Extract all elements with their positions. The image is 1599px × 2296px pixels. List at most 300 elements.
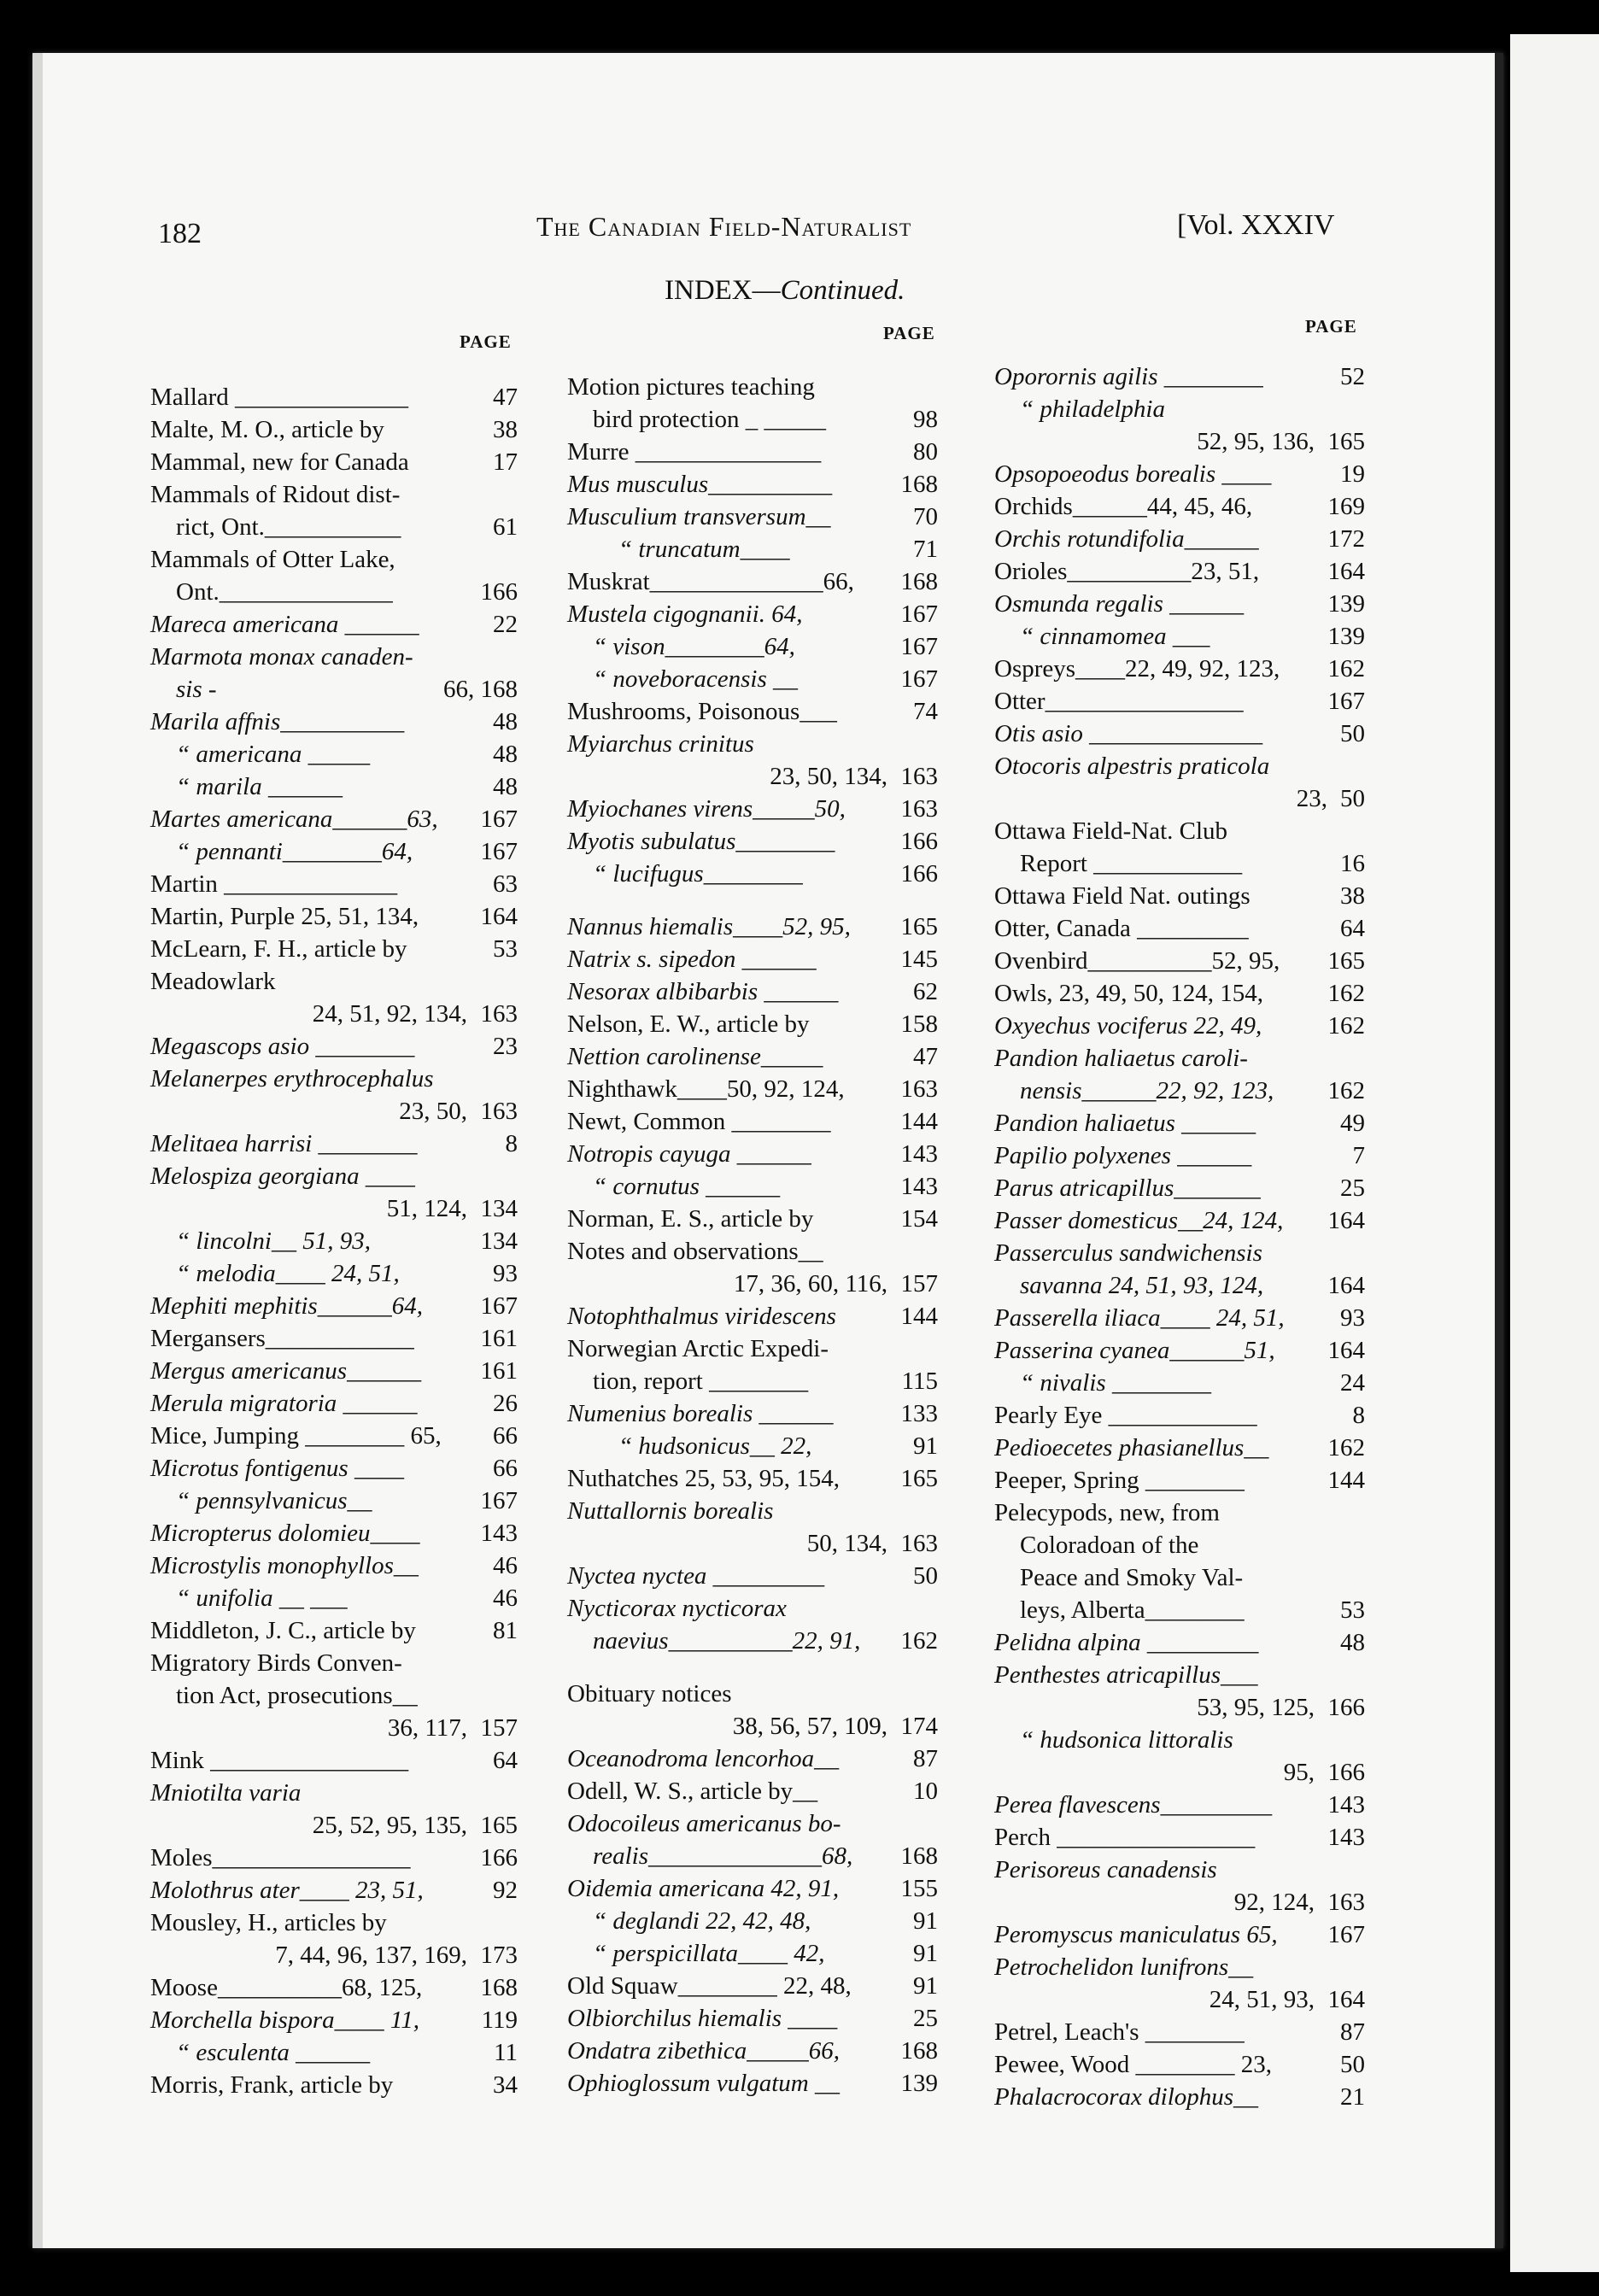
index-entry	[994, 1951, 1365, 1983]
index-entry-page: 24	[1340, 1369, 1365, 1397]
index-entry	[567, 1235, 938, 1268]
index-entry-page: 26	[493, 1390, 518, 1417]
index-entry-page: 62	[913, 978, 938, 1005]
index-entry	[567, 2002, 938, 2035]
index-entry	[567, 1008, 938, 1040]
index-entry	[567, 1625, 938, 1657]
index-entry-page: 166	[900, 860, 938, 887]
index-entry-page: 80	[913, 438, 938, 466]
index-entry-page: 167	[480, 805, 518, 833]
index-entry-term: “ philadelphia	[1020, 395, 1165, 423]
index-entry-term: Odell, W. S., article by__	[567, 1778, 818, 1805]
index-entry-page: 53	[1340, 1596, 1365, 1624]
index-entry	[150, 381, 518, 413]
index-entry-page: 166	[480, 578, 518, 606]
page-number: 182	[158, 218, 202, 249]
index-entry-term: “ truncatum____	[618, 536, 790, 563]
index-entry	[150, 543, 518, 576]
index-entry	[150, 933, 518, 965]
index-entry-term: Coloradoan of the	[1020, 1532, 1199, 1559]
index-column-2	[567, 371, 938, 2100]
index-entry	[150, 1257, 518, 1290]
index-entry-page: 174	[900, 1713, 938, 1740]
index-entry	[150, 1290, 518, 1322]
index-entry	[567, 1365, 938, 1397]
index-entry	[150, 1971, 518, 2004]
index-entry-term: “ hudsonicus__ 22,	[618, 1432, 812, 1460]
index-entry-term: Peace and Smoky Val-	[1020, 1564, 1244, 1591]
section-gap	[567, 890, 938, 911]
index-entry-term: 23,	[1296, 785, 1327, 812]
index-entry-term: Motion pictures teaching	[567, 373, 815, 401]
index-entry	[150, 1679, 518, 1712]
index-entry-page: 157	[480, 1714, 518, 1742]
index-entry	[994, 782, 1365, 815]
index-entry-term: Moles________________	[150, 1844, 411, 1871]
index-entry	[150, 1906, 518, 1939]
index-entry-page: 165	[900, 1465, 938, 1492]
index-entry	[150, 2036, 518, 2069]
index-entry-term: Otter, Canada _________	[994, 915, 1249, 942]
index-entry	[567, 501, 938, 533]
index-entry	[567, 1332, 938, 1365]
index-entry	[567, 1840, 938, 1872]
index-entry	[994, 1789, 1365, 1821]
index-entry-term: Muskrat______________66,	[567, 568, 854, 595]
index-entry-page: 21	[1340, 2083, 1365, 2111]
index-entry-page: 167	[480, 838, 518, 865]
index-entry-term: Passerella iliaca____ 24, 51,	[994, 1304, 1285, 1332]
index-entry-page: 165	[1327, 947, 1365, 975]
section-gap	[567, 1657, 938, 1678]
index-entry-term: Middleton, J. C., article by	[150, 1617, 416, 1644]
index-entry-term: Mammals of Otter Lake,	[150, 546, 395, 573]
index-entry-page: 164	[1327, 1986, 1365, 2013]
index-entry-page: 168	[900, 2037, 938, 2065]
index-entry-page: 50	[913, 1562, 938, 1590]
index-entry-page: 163	[900, 1530, 938, 1557]
index-entry-page: 139	[900, 2070, 938, 2097]
index-entry-page: 162	[1327, 980, 1365, 1007]
index-entry	[150, 2069, 518, 2101]
index-entry	[994, 1496, 1365, 1529]
index-entry-term: Martin ______________	[150, 870, 398, 898]
index-entry	[994, 1367, 1365, 1399]
index-entry-page: 91	[913, 1940, 938, 1967]
index-entry-term: Owls, 23, 49, 50, 124, 154,	[994, 980, 1263, 1007]
index-entry-term: Oceanodroma lencorhoa__	[567, 1745, 840, 1772]
index-entry	[994, 685, 1365, 718]
index-entry-term: Mallard ______________	[150, 384, 409, 411]
index-entry-term: Olbiorchilus hiemalis ____	[567, 2005, 838, 2032]
index-entry-term: Nelson, E. W., article by	[567, 1010, 810, 1038]
index-entry-term: “ marila ______	[176, 773, 343, 800]
index-entry-term: Peromyscus maniculatus 65,	[994, 1921, 1278, 1948]
index-entry	[567, 2067, 938, 2100]
index-entry-term: Malte, M. O., article by	[150, 416, 384, 443]
index-entry-term: Pedioecetes phasianellus__	[994, 1434, 1269, 1461]
index-entry	[150, 738, 518, 770]
index-entry-term: nensis______22, 92, 123,	[1020, 1077, 1274, 1104]
index-entry	[150, 1485, 518, 1517]
index-entry	[994, 718, 1365, 750]
index-entry	[150, 673, 518, 706]
index-entry-term: Ondatra zibethica_____66,	[567, 2037, 840, 2065]
index-entry	[994, 1172, 1365, 1204]
index-entry-page: 19	[1340, 460, 1365, 488]
index-entry	[994, 425, 1365, 458]
index-entry-term: 25, 52, 95, 135,	[312, 1812, 467, 1839]
index-entry-term: Mammals of Ridout dist-	[150, 481, 401, 508]
index-entry-page: 164	[1327, 1337, 1365, 1364]
index-entry-page: 173	[480, 1942, 518, 1969]
index-entry	[150, 1128, 518, 1160]
index-entry	[567, 1905, 938, 1937]
index-entry-page: 48	[493, 708, 518, 735]
index-entry	[567, 793, 938, 825]
index-entry	[567, 663, 938, 695]
index-entry-term: Megascops asio ________	[150, 1033, 415, 1060]
index-entry	[567, 1872, 938, 1905]
index-entry-page: 143	[1327, 1791, 1365, 1819]
index-entry	[994, 2081, 1365, 2113]
index-entry-term: Melitaea harrisi ________	[150, 1130, 418, 1157]
index-entry	[994, 1561, 1365, 1594]
index-entry-page: 17	[493, 448, 518, 476]
index-entry-term: Otocoris alpestris praticola	[994, 753, 1270, 780]
index-entry-page: 92	[493, 1877, 518, 1904]
index-entry-page: 47	[913, 1043, 938, 1070]
index-entry-term: Oxyechus vociferus 22, 49,	[994, 1012, 1262, 1040]
index-entry-term: Perisoreus canadensis	[994, 1856, 1217, 1883]
index-entry-term: Old Squaw________ 22, 48,	[567, 1972, 852, 2000]
index-entry-term: Mustela cigognanii. 64,	[567, 600, 803, 628]
index-entry-term: “ perspicillata____ 42,	[593, 1940, 825, 1967]
index-entry-page: 167	[900, 633, 938, 660]
index-entry	[150, 835, 518, 868]
index-entry-term: Oporornis agilis ________	[994, 363, 1263, 390]
index-entry-page: 167	[1327, 688, 1365, 715]
index-entry-page: 163	[900, 795, 938, 823]
index-entry-term: Orchids______44, 45, 46,	[994, 493, 1253, 520]
page-binding-shadow	[1495, 53, 1503, 2248]
index-entry-page: 25	[913, 2005, 938, 2032]
index-entry	[150, 1842, 518, 1874]
index-entry-term: Nycticorax nycticorax	[567, 1595, 787, 1622]
index-entry-term: 7, 44, 96, 137, 169,	[275, 1942, 467, 1969]
index-entry-page: 158	[900, 1010, 938, 1038]
index-entry-page: 161	[480, 1325, 518, 1352]
page-column-label-1: PAGE	[460, 331, 512, 352]
index-entry	[150, 803, 518, 835]
index-entry-page: 172	[1327, 525, 1365, 553]
index-entry-term: Perea flavescens_________	[994, 1791, 1273, 1819]
index-entry-page: 167	[900, 665, 938, 693]
index-entry-term: 38, 56, 57, 109,	[732, 1713, 887, 1740]
index-entry-page: 25	[1340, 1174, 1365, 1202]
index-entry-term: Passer domesticus__24, 124,	[994, 1207, 1284, 1234]
index-entry	[994, 1107, 1365, 1139]
index-entry-page: 163	[480, 1000, 518, 1028]
index-entry-term: Martin, Purple 25, 51, 134,	[150, 903, 419, 930]
index-entry	[150, 1095, 518, 1128]
index-entry-page: 50	[1340, 2051, 1365, 2078]
index-entry-term: Report ____________	[1020, 850, 1243, 877]
index-entry	[994, 1302, 1365, 1334]
index-entry-term: Nuttallornis borealis	[567, 1497, 774, 1525]
index-entry	[994, 1399, 1365, 1432]
index-entry-page: 143	[900, 1173, 938, 1200]
index-entry-page: 167	[480, 1487, 518, 1514]
index-entry	[567, 1268, 938, 1300]
index-entry-term: leys, Alberta________	[1020, 1596, 1245, 1624]
index-entry	[150, 478, 518, 511]
index-entry-page: 46	[493, 1584, 518, 1612]
index-entry-page: 165	[1327, 428, 1365, 455]
index-entry	[567, 1138, 938, 1170]
index-entry	[567, 403, 938, 436]
index-entry-term: Musculium transversum__	[567, 503, 831, 530]
index-entry-page: 34	[493, 2071, 518, 2099]
index-entry-term: Notropis cayuga ______	[567, 1140, 811, 1168]
index-entry	[994, 750, 1365, 782]
index-entry-term: Oidemia americana 42, 91,	[567, 1875, 840, 1902]
index-entry-page: 50	[1340, 720, 1365, 747]
index-entry	[994, 1432, 1365, 1464]
index-entry	[150, 1420, 518, 1452]
index-entry-term: Melanerpes erythrocephalus	[150, 1065, 434, 1092]
index-entry	[994, 1204, 1365, 1237]
index-entry	[150, 1939, 518, 1971]
index-column-1	[150, 381, 518, 2101]
index-entry-page: 164	[480, 903, 518, 930]
index-entry	[150, 706, 518, 738]
index-entry-term: Myiochanes virens_____50,	[567, 795, 846, 823]
index-entry-term: Passerina cyanea______51,	[994, 1337, 1275, 1364]
index-entry-page: 144	[1327, 1467, 1365, 1494]
index-entry	[567, 1105, 938, 1138]
index-entry	[567, 1170, 938, 1203]
index-entry	[567, 1203, 938, 1235]
index-entry-term: Micropterus dolomieu____	[150, 1520, 420, 1547]
index-title	[665, 275, 905, 307]
index-entry-term: Nuthatches 25, 53, 95, 154,	[567, 1465, 840, 1492]
index-title-main: INDEX—	[665, 275, 781, 306]
index-entry-page: 46	[493, 1552, 518, 1579]
index-entry-term: Mice, Jumping ________ 65,	[150, 1422, 442, 1450]
index-entry	[150, 446, 518, 478]
index-entry	[994, 1529, 1365, 1561]
index-entry-page: 48	[1340, 1629, 1365, 1656]
index-entry-term: “ americana _____	[176, 741, 371, 768]
index-title-suffix: Continued.	[780, 275, 905, 306]
index-entry-term: Martes americana______63,	[150, 805, 438, 833]
index-entry	[567, 1807, 938, 1840]
index-entry-page: 48	[493, 773, 518, 800]
index-entry	[994, 1918, 1365, 1951]
index-entry-page: 66, 168	[443, 676, 518, 703]
index-entry-term: Morris, Frank, article by	[150, 2071, 394, 2099]
index-entry	[994, 523, 1365, 555]
index-entry-term: Orioles__________23, 51,	[994, 558, 1260, 585]
index-entry-page: 162	[1327, 1012, 1365, 1040]
index-entry-term: Merula migratoria ______	[150, 1390, 418, 1417]
index-entry	[150, 1777, 518, 1809]
index-entry-page: 47	[493, 384, 518, 411]
index-entry	[994, 880, 1365, 912]
index-entry-page: 163	[1327, 1889, 1365, 1916]
page-left-edge	[32, 53, 43, 2248]
index-entry-page: 145	[900, 946, 938, 973]
index-entry	[567, 598, 938, 630]
index-entry-page: 70	[913, 503, 938, 530]
index-entry-term: Nighthawk____50, 92, 124,	[567, 1075, 845, 1103]
index-entry	[994, 1594, 1365, 1626]
index-entry	[150, 1355, 518, 1387]
index-entry-page: 134	[480, 1227, 518, 1255]
index-entry	[994, 1886, 1365, 1918]
index-entry-page: 167	[900, 600, 938, 628]
page-column-label-2: PAGE	[883, 323, 935, 343]
index-entry	[150, 1452, 518, 1485]
index-entry-page: 10	[913, 1778, 938, 1805]
index-entry-page: 63	[493, 870, 518, 898]
index-entry	[994, 1659, 1365, 1691]
index-entry-term: Nyctea nyctea _________	[567, 1562, 825, 1590]
index-entry-term: “ unifolia __ ___	[176, 1584, 348, 1612]
index-entry	[994, 1075, 1365, 1107]
index-entry-term: savanna 24, 51, 93, 124,	[1020, 1272, 1264, 1299]
index-entry-page: 50	[1340, 785, 1365, 812]
index-entry-term: Nettion carolinense_____	[567, 1043, 823, 1070]
index-entry-term: “ cinnamomea ___	[1020, 623, 1210, 650]
index-entry-term: Odocoileus americanus bo-	[567, 1810, 841, 1837]
index-entry-term: Natrix s. sipedon ______	[567, 946, 817, 973]
index-entry	[567, 1527, 938, 1560]
index-entry-page: 163	[480, 1098, 518, 1125]
index-entry	[567, 1678, 938, 1710]
index-entry-page: 49	[1340, 1110, 1365, 1137]
index-entry	[994, 1464, 1365, 1496]
index-entry-page: 133	[900, 1400, 938, 1427]
index-entry-page: 64	[1340, 915, 1365, 942]
index-entry	[567, 858, 938, 890]
index-entry-term: Mephiti mephitis______64,	[150, 1292, 423, 1320]
index-entry	[567, 1560, 938, 1592]
index-entry	[567, 728, 938, 760]
index-entry-term: Numenius borealis ______	[567, 1400, 834, 1427]
index-entry-term: “ esculenta ______	[176, 2039, 371, 2066]
index-entry	[150, 900, 518, 933]
index-entry	[150, 1322, 518, 1355]
index-entry-page: 163	[900, 763, 938, 790]
index-entry-page: 165	[900, 913, 938, 940]
index-entry-page: 144	[900, 1108, 938, 1135]
index-entry	[567, 1495, 938, 1527]
index-entry-term: Ottawa Field Nat. outings	[994, 882, 1250, 910]
index-column-3	[994, 360, 1365, 2113]
index-entry-term: Mousley, H., articles by	[150, 1909, 387, 1936]
index-entry-page: 139	[1327, 623, 1365, 650]
index-entry-term: Ospreys____22, 49, 92, 123,	[994, 655, 1280, 682]
index-entry	[150, 1160, 518, 1192]
index-entry-page: 162	[1327, 1077, 1365, 1104]
index-entry-term: Moose__________68, 125,	[150, 1974, 423, 2001]
index-entry-page: 162	[1327, 1434, 1365, 1461]
index-entry-term: Pearly Eye ____________	[994, 1402, 1257, 1429]
index-entry-term: 52, 95, 136,	[1197, 428, 1315, 455]
index-entry	[994, 620, 1365, 653]
index-entry-term: Murre _______________	[567, 438, 822, 466]
index-entry	[567, 1040, 938, 1073]
index-entry-term: “ noveboracensis __	[593, 665, 799, 693]
index-entry-term: Papilio polyxenes ______	[994, 1142, 1252, 1169]
index-entry-term: Mus musculus__________	[567, 471, 833, 498]
index-entry-page: 162	[900, 1627, 938, 1655]
index-entry	[567, 695, 938, 728]
index-entry	[567, 1300, 938, 1332]
index-entry-term: sis -	[176, 676, 217, 703]
index-entry-page: 38	[1340, 882, 1365, 910]
index-entry-term: Marmota monax canaden-	[150, 643, 413, 671]
index-entry-page: 163	[900, 1075, 938, 1103]
index-entry	[150, 998, 518, 1030]
index-entry-term: 23, 50,	[399, 1098, 467, 1125]
index-entry	[994, 1010, 1365, 1042]
index-entry-term: Meadowlark	[150, 968, 276, 995]
index-entry-term: 24, 51, 92, 134,	[312, 1000, 467, 1028]
index-entry-page: 16	[1340, 850, 1365, 877]
index-entry-page: 161	[480, 1357, 518, 1385]
index-entry	[150, 1712, 518, 1744]
index-entry-term: Osmunda regalis ______	[994, 590, 1245, 618]
index-entry-term: Mergus americanus______	[150, 1357, 422, 1385]
index-entry-term: Marila affnis__________	[150, 708, 405, 735]
index-entry	[994, 1821, 1365, 1854]
index-entry-page: 157	[900, 1270, 938, 1297]
index-entry-page: 168	[480, 1974, 518, 2001]
index-entry	[994, 1626, 1365, 1659]
index-entry-term: Petrochelidon lunifrons__	[994, 1953, 1254, 1981]
index-entry	[150, 1387, 518, 1420]
index-entry	[150, 1063, 518, 1095]
index-entry-page: 139	[1327, 590, 1365, 618]
index-entry-page: 38	[493, 416, 518, 443]
index-entry-page: 71	[913, 536, 938, 563]
index-entry	[994, 360, 1365, 393]
index-entry-page: 165	[480, 1812, 518, 1839]
index-entry	[567, 1775, 938, 1807]
index-entry-term: Ophioglossum vulgatum __	[567, 2070, 840, 2097]
index-entry	[994, 2048, 1365, 2081]
index-entry-term: tion, report ________	[593, 1368, 809, 1395]
index-entry-page: 93	[493, 1260, 518, 1287]
index-entry-page: 7	[1352, 1142, 1365, 1169]
index-entry-page: 144	[900, 1303, 938, 1330]
index-entry	[994, 847, 1365, 880]
index-entry	[567, 1430, 938, 1462]
index-entry-term: Ovenbird__________52, 95,	[994, 947, 1280, 975]
index-entry-page: 8	[505, 1130, 518, 1157]
index-entry-page: 167	[480, 1292, 518, 1320]
index-entry	[567, 468, 938, 501]
index-entry	[994, 1269, 1365, 1302]
index-entry-term: tion Act, prosecutions__	[176, 1682, 418, 1709]
index-entry-page: 164	[1327, 1207, 1365, 1234]
index-entry-term: Ont.______________	[176, 578, 393, 606]
index-entry-page: 22	[493, 611, 518, 638]
index-entry-page: 168	[900, 568, 938, 595]
